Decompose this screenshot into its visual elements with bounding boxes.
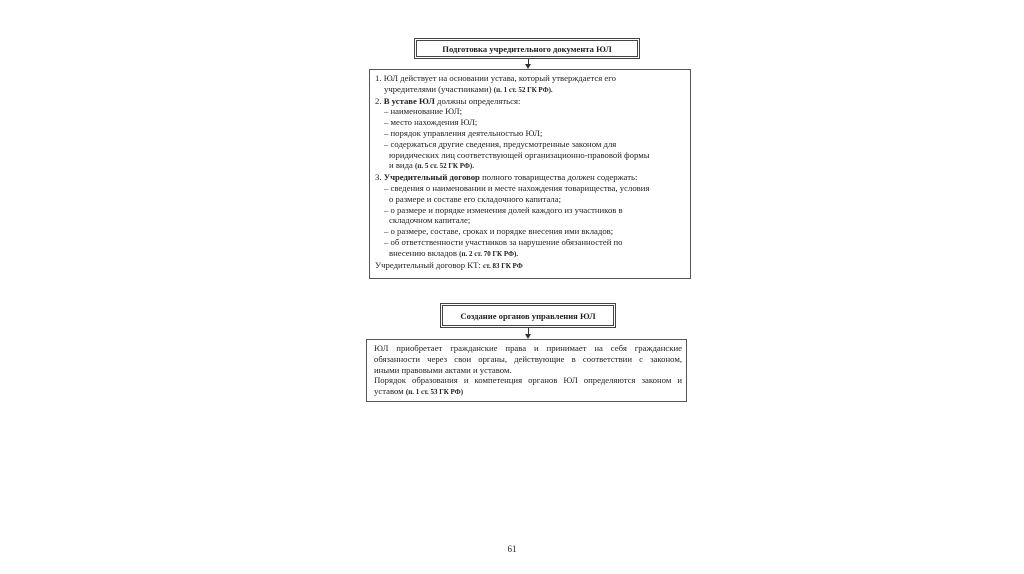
item3-bullet-cont: о размере и составе его складочного капитала; — [389, 193, 561, 204]
item2-bullet: – содержаться другие сведения, предусмотренные законом для — [384, 138, 617, 149]
item2-ref: (п. 5 ст. 52 ГК РФ). — [415, 162, 474, 171]
item3-bullet-cont: внесению вкладов (п. 2 ст. 70 ГК РФ). — [389, 247, 519, 258]
item1-line2: учредителями (участниками) (п. 1 ст. 52 ГК РФ). — [384, 83, 553, 94]
item1-line1: 1. ЮЛ действует на основании устава, который утверждается его — [375, 73, 616, 83]
item3-heading: 3. Учредительный договор полного товарищества должен содержать: — [375, 172, 638, 183]
section2-title: Создание органов управления ЮЛ — [440, 303, 616, 328]
section2-ref: (п. 1 ст. 53 ГК РФ) — [405, 388, 464, 397]
p2-line1: Порядок образования и компетенция органов ЮЛ определяются законом и — [374, 375, 682, 386]
item1-ref: (п. 1 ст. 52 ГК РФ). — [493, 85, 553, 94]
p2-line2: уставом (п. 1 ст. 53 ГК РФ) — [374, 386, 464, 397]
item2-bullet-cont: и вида (п. 5 ст. 52 ГК РФ). — [389, 160, 474, 171]
page-number: 61 — [507, 544, 517, 554]
item3-bullet-cont: складочном капитале; — [389, 215, 471, 226]
p1-line2: обязанности через свои органы, действующие в соответствии с законом, — [374, 353, 682, 364]
item3-bullet: – о размере и порядке изменения долей каждого из участников в — [384, 204, 623, 215]
footer-ref: ст. 83 ГК РФ — [482, 261, 523, 270]
footer-line: Учредительный договор КТ: ст. 83 ГК РФ — [375, 259, 523, 270]
item3-ref: (п. 2 ст. 70 ГК РФ). — [459, 249, 519, 258]
section2-content — [366, 339, 687, 402]
item2-bullet: – место нахождения ЮЛ; — [384, 117, 478, 128]
item2-bullet: – порядок управления деятельностью ЮЛ; — [384, 127, 543, 138]
section1-content — [369, 69, 691, 279]
section1-title: Подготовка учредительного документа ЮЛ — [414, 38, 640, 59]
p1-line1: ЮЛ приобретает гражданские права и принимает на себя гражданские — [374, 343, 682, 353]
item2-bullet-cont: юридических лиц соответствующей организационно-правовой формы — [389, 149, 650, 160]
item2-heading: 2. В уставе ЮЛ должны определяться: — [375, 95, 521, 106]
item3-bullet: – об ответственности участников за нарушение обязанностей по — [384, 236, 623, 247]
item3-bullet: – сведения о наименовании и месте нахождения товарищества, условия — [384, 182, 650, 193]
item2-bullet: – наименование ЮЛ; — [384, 106, 462, 117]
p1-line3: иными правовыми актами и уставом. — [374, 364, 512, 375]
item3-bullet: – о размере, составе, сроках и порядке внесения ими вкладов; — [384, 226, 614, 237]
